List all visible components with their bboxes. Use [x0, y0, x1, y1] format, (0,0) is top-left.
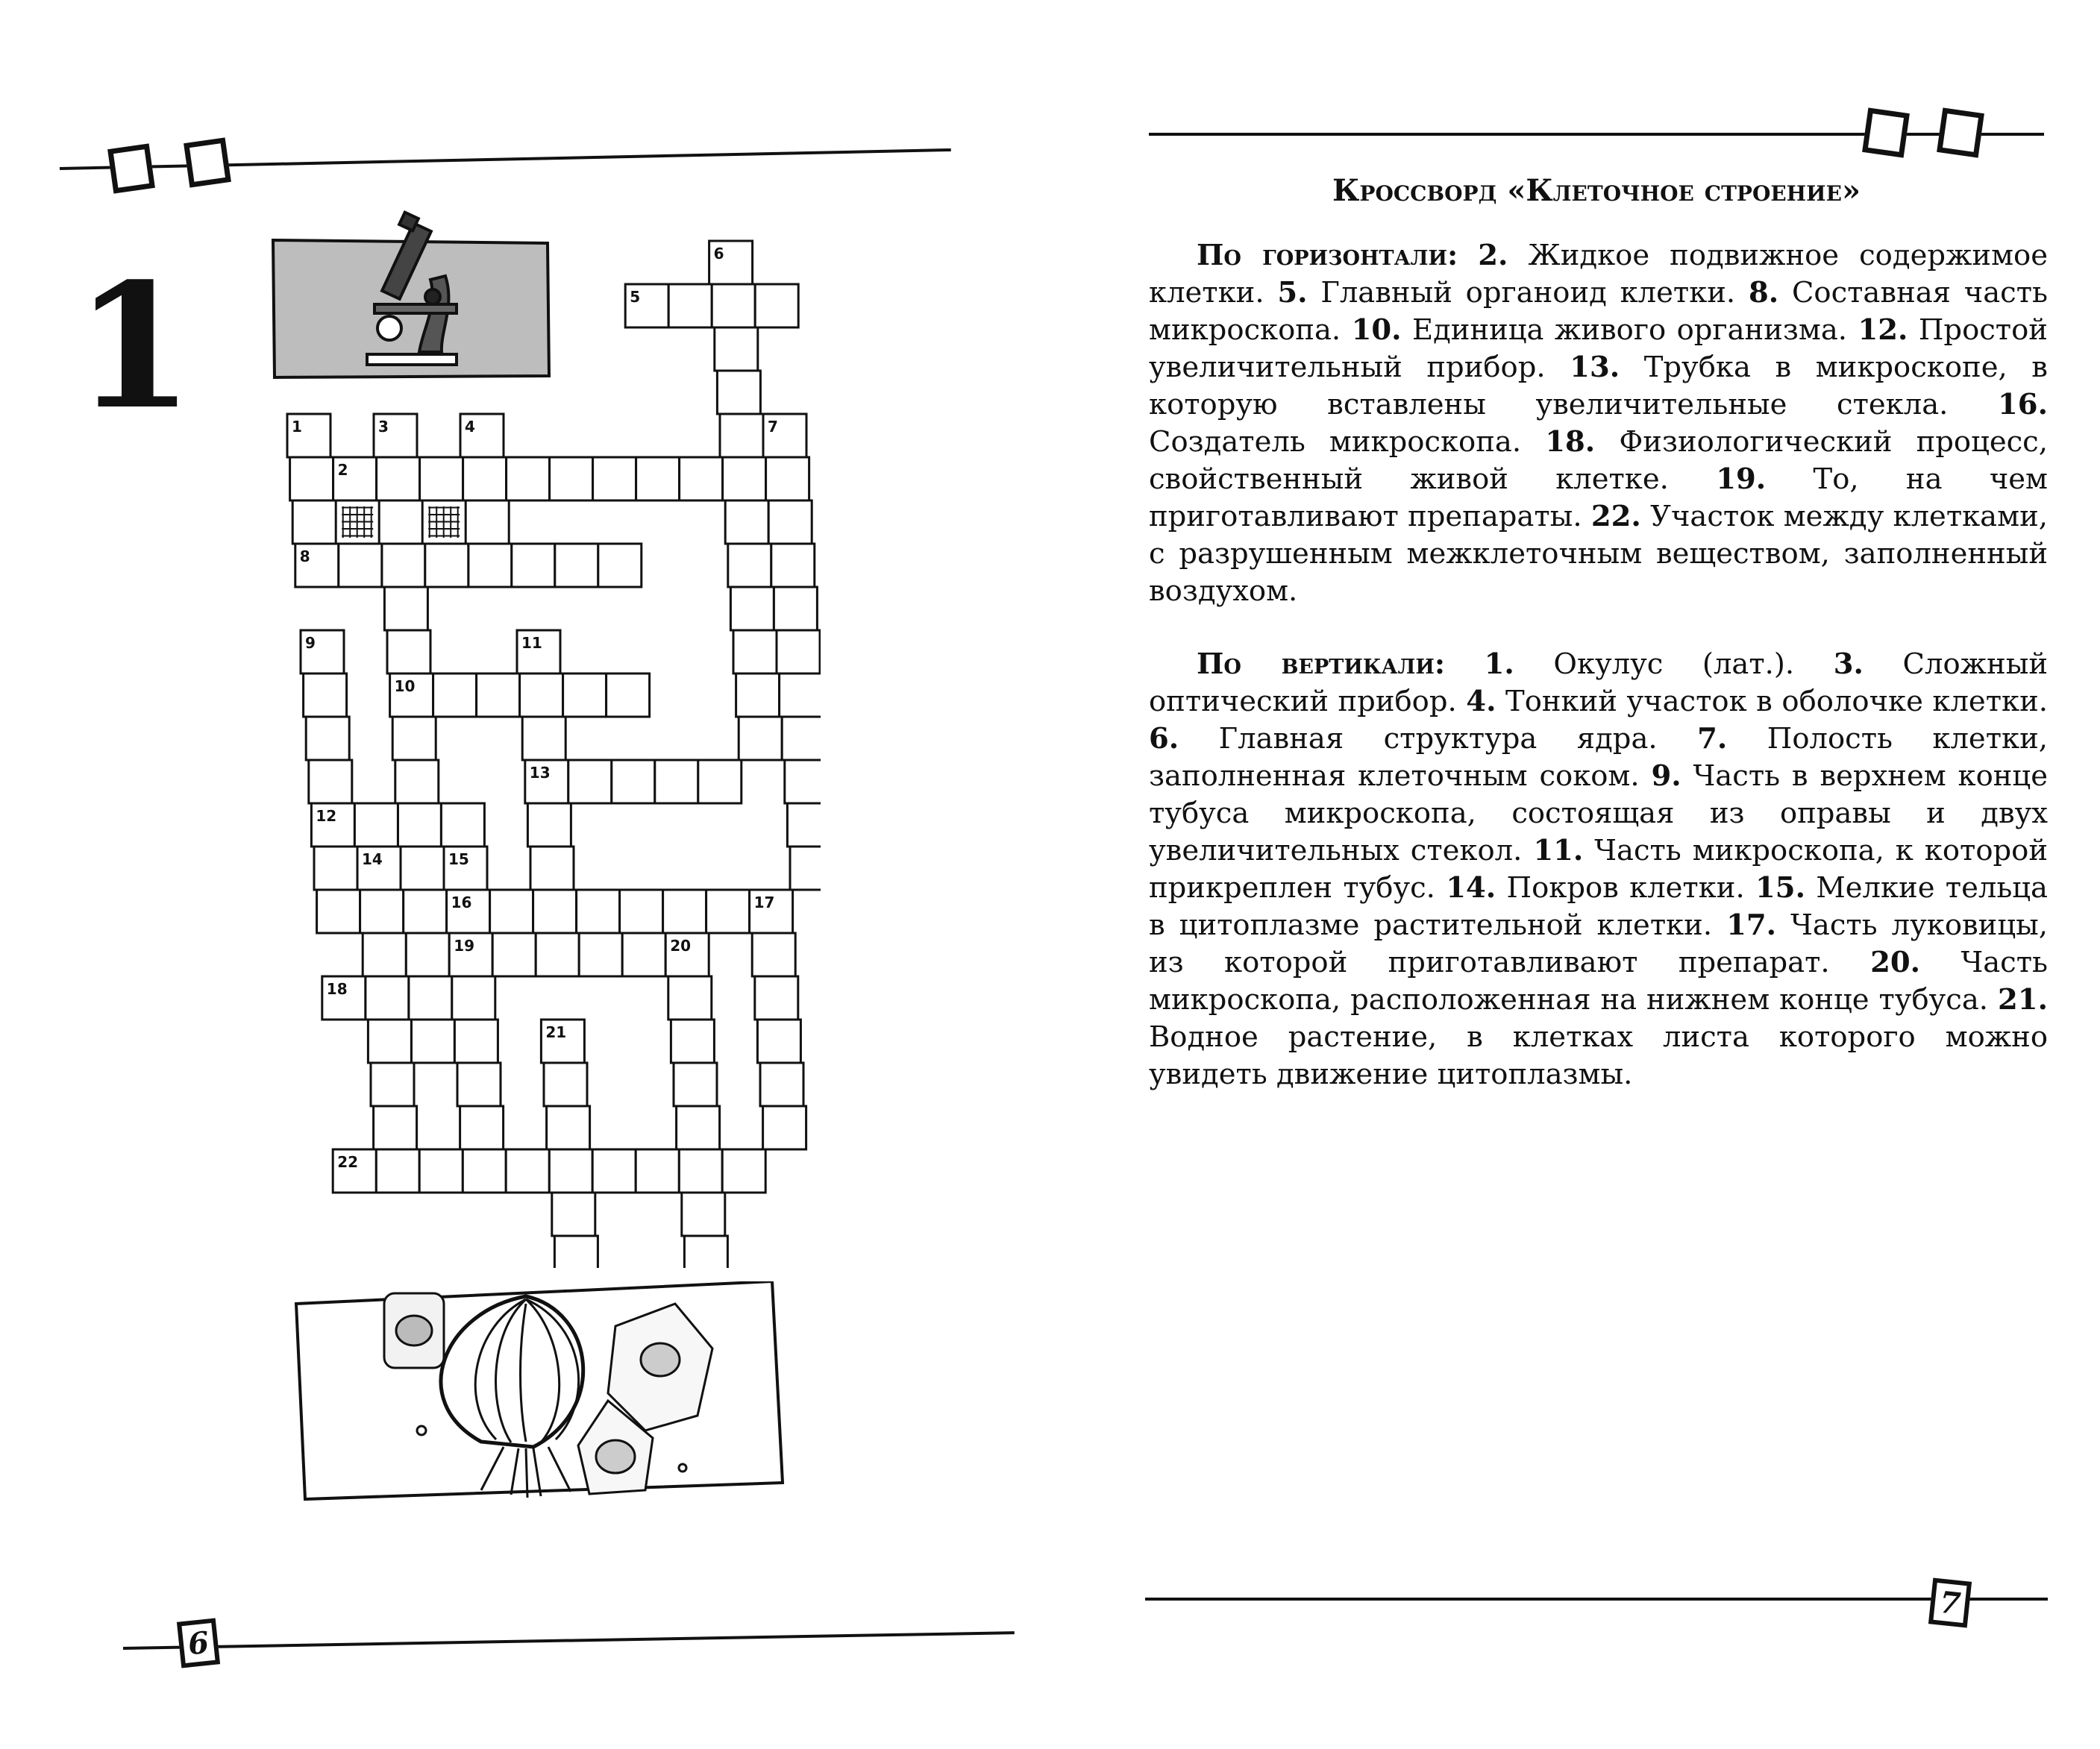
deco-box-right-1 [1862, 107, 1910, 157]
crossword-cell[interactable] [636, 1149, 679, 1193]
page-number-left: 6 [177, 1618, 220, 1668]
crossword-cell[interactable] [552, 1193, 595, 1236]
crossword-cell[interactable] [777, 630, 820, 673]
down-clue-text: Сложный оптический прибор. [1149, 647, 2049, 718]
crossword-cell[interactable] [411, 1020, 454, 1063]
crossword-cell[interactable] [433, 673, 477, 717]
crossword-cell[interactable] [371, 1063, 414, 1106]
crossword-cell[interactable] [460, 1106, 504, 1149]
crossword-number: 5 [630, 288, 641, 306]
crossword-cell[interactable] [550, 457, 593, 500]
crossword-cell[interactable] [366, 976, 409, 1020]
crossword-cell[interactable] [314, 847, 357, 890]
crossword-cell[interactable] [636, 457, 680, 500]
crossword-number: 7 [768, 418, 778, 436]
across-clue-number: 5. [1277, 276, 1308, 310]
crossword-cell[interactable] [520, 673, 563, 717]
crossword-number: 19 [454, 937, 475, 955]
across-clue-number: 13. [1570, 351, 1620, 384]
crossword-cell[interactable] [674, 1063, 717, 1106]
crossword-cell[interactable] [780, 673, 821, 717]
crossword-cell[interactable] [620, 890, 663, 933]
crossword-cell[interactable] [612, 760, 655, 803]
down-clue-text: Покров клетки. [1506, 871, 1745, 905]
crossword-cell[interactable] [682, 1193, 725, 1236]
crossword-cell[interactable] [592, 1149, 636, 1193]
onion-and-cells-illustration [295, 1281, 794, 1505]
crossword-cell[interactable] [668, 284, 712, 327]
down-clue-text: Мелкие тельца в цитоплазме растительной клетки. [1149, 871, 2048, 942]
crossword-cell[interactable] [392, 717, 436, 760]
across-clue-text: Трубка в микроскопе, в которую вставлены увеличительные стекла. [1149, 351, 2048, 421]
down-clue-text: Водное растение, в клетках листа которого можно увидеть движение цитоплазмы. [1149, 1020, 2048, 1091]
crossword-cell[interactable] [679, 1149, 722, 1193]
down-clue-text: Окулус (лат.). [1553, 647, 1795, 681]
down-clue-number: 4. [1466, 685, 1496, 718]
crossword-number: 22 [337, 1153, 359, 1171]
crossword-number: 10 [394, 677, 416, 695]
crossword-cell[interactable] [774, 587, 817, 630]
crossword-cell[interactable] [752, 933, 795, 976]
across-clue-text: Физиологический процесс, свойственный живой клетке. [1149, 425, 2048, 496]
crossword-cell[interactable] [766, 457, 809, 500]
crossword-cell[interactable] [304, 673, 347, 717]
across-clues [1149, 237, 2048, 610]
crossword-cell[interactable] [717, 371, 760, 414]
crossword-cell[interactable] [684, 1236, 727, 1268]
crossword-cell[interactable] [290, 457, 333, 500]
crossword-cell[interactable] [466, 500, 509, 544]
crossword-cell[interactable] [785, 760, 821, 803]
across-clue-text: То, на чем приготавливают препараты. [1149, 462, 2049, 533]
down-clue-number: 20. [1870, 946, 1921, 979]
down-clue-text: Часть микроскопа, к которой прикреплен тубус. [1149, 834, 2048, 905]
crossword-grid [0, 0, 821, 1268]
across-clue-number: 19. [1716, 462, 1767, 496]
crossword-number: 20 [670, 937, 692, 955]
across-clue-number: 2. [1478, 239, 1508, 272]
across-clue-number: 12. [1858, 313, 1908, 347]
top-rule-right [1149, 133, 2044, 136]
across-clue-number: 16. [1998, 388, 2048, 421]
crossword-cell[interactable] [530, 847, 574, 890]
down-clue-text: Часть микроскопа, расположенная на нижнем конце тубуса. [1149, 946, 2048, 1017]
down-clue-number: 11. [1533, 834, 1584, 867]
bottom-rule-right [1145, 1598, 2048, 1601]
crossword-cell[interactable] [382, 544, 425, 587]
crossword-number: 6 [713, 245, 724, 263]
across-clue-number: 8. [1748, 276, 1779, 310]
crossword-cell[interactable] [677, 1106, 720, 1149]
down-clue-number: 9. [1651, 759, 1681, 793]
crossword-cell[interactable] [771, 544, 815, 587]
crossword-cell[interactable] [522, 717, 565, 760]
crossword-cell[interactable] [715, 327, 758, 371]
crossword-cell[interactable] [368, 1020, 411, 1063]
crossword-number: 1 [292, 418, 302, 436]
crossword-cell[interactable] [733, 630, 777, 673]
down-clue-number: 1. [1484, 647, 1514, 681]
crossword-cell[interactable] [395, 760, 439, 803]
crossword-cell[interactable] [698, 760, 742, 803]
crossword-number: 15 [448, 850, 469, 868]
crossword-cell[interactable] [463, 1149, 506, 1193]
crossword-cell[interactable] [457, 1063, 501, 1106]
across-clue-text: Создатель микроскопа. [1149, 425, 1522, 459]
crossword-cell[interactable] [593, 457, 636, 500]
crossword-cell[interactable] [763, 1106, 806, 1149]
crossword-cell[interactable] [760, 1063, 803, 1106]
crossword-title [1149, 173, 2044, 208]
crossword-cell[interactable] [463, 457, 507, 500]
crossword-number: 18 [326, 980, 348, 998]
crossword-cell[interactable] [309, 760, 352, 803]
crossword-cell[interactable] [292, 500, 336, 544]
bottom-rule-left [123, 1631, 1015, 1650]
crossword-number: 3 [378, 418, 389, 436]
crossword-cell[interactable] [533, 890, 577, 933]
across-clue-number: 22. [1590, 500, 1641, 533]
crossword-cell[interactable] [317, 890, 360, 933]
crossword-cell[interactable] [387, 630, 430, 673]
across-clue-text: Единица живого организма. [1411, 313, 1848, 347]
crossword-cell[interactable] [739, 717, 782, 760]
crossword-cell[interactable] [728, 544, 771, 587]
across-clue-number: 10. [1351, 313, 1402, 347]
crossword-cell[interactable] [736, 673, 780, 717]
crossword-cell[interactable] [607, 673, 650, 717]
crossword-cell[interactable] [549, 1149, 592, 1193]
crossword-number: 11 [521, 634, 542, 652]
crossword-cell[interactable] [655, 760, 698, 803]
crossword-cell[interactable] [419, 1149, 463, 1193]
crossword-cell[interactable] [379, 500, 422, 544]
crossword-cell[interactable] [544, 1063, 587, 1106]
crossword-cell[interactable] [527, 803, 571, 847]
crossword-cell[interactable] [757, 1020, 800, 1063]
crossword-number: 12 [316, 807, 337, 825]
crossword-number: 2 [337, 461, 348, 479]
crossword-cell[interactable] [720, 414, 763, 457]
crossword-cell[interactable] [568, 760, 612, 803]
crossword-cell[interactable] [398, 803, 441, 847]
crossword-cell[interactable] [512, 544, 555, 587]
crossword-cell[interactable] [680, 457, 723, 500]
deco-box-right-2 [1937, 107, 1984, 157]
crossword-cell[interactable] [441, 803, 484, 847]
crossword-cell[interactable] [477, 673, 520, 717]
crossword-cell[interactable] [671, 1020, 714, 1063]
crossword-cell[interactable] [401, 847, 444, 890]
down-clue-number: 3. [1833, 647, 1864, 681]
down-clue-number: 7. [1697, 722, 1728, 756]
crossword-cell[interactable] [384, 587, 427, 630]
crossword-cell[interactable] [579, 933, 622, 976]
across-clue-text: Участок между клетками, с разрушенным межклеточным веществом, заполненный воздухом. [1149, 500, 2048, 608]
down-clue-text: Главная структура ядра. [1218, 722, 1658, 756]
crossword-cell[interactable] [547, 1106, 590, 1149]
crossword-cell[interactable] [663, 890, 706, 933]
crossword-cell[interactable] [768, 500, 812, 544]
crossword-cell[interactable] [577, 890, 620, 933]
crossword-cell[interactable] [598, 544, 642, 587]
down-clues [1149, 646, 2048, 1093]
down-clue-text: Тонкий участок в оболочке клетки. [1505, 685, 2048, 718]
crossword-cell[interactable] [492, 933, 536, 976]
down-clue-number: 14. [1446, 871, 1496, 905]
down-clue-text: Часть в верхнем конце тубуса микроскопа, состоящая из оправы и двух увеличительных стекол. [1149, 759, 2048, 867]
crossword-cell[interactable] [536, 933, 579, 976]
crossword-cell[interactable] [406, 933, 449, 976]
crossword-cell[interactable] [706, 890, 750, 933]
across-clue-text: Составная часть микроскопа. [1149, 276, 2048, 347]
across-clue-text: Жидкое подвижное содержимое клетки. [1149, 239, 2048, 310]
crossword-cell[interactable] [730, 587, 774, 630]
crossword-cell[interactable] [712, 284, 755, 327]
crossword-cell[interactable] [723, 457, 766, 500]
crossword-number: 16 [451, 894, 472, 911]
down-clue-number: 15. [1755, 871, 1805, 905]
crossword-number: 13 [529, 764, 551, 782]
crossword-cell[interactable] [452, 976, 495, 1020]
crossword-number: 9 [305, 634, 316, 652]
crossword-cell[interactable] [554, 1236, 598, 1268]
crossword-cell[interactable] [306, 717, 349, 760]
down-clue-number: 17. [1726, 908, 1777, 942]
crossword-cell[interactable] [404, 890, 447, 933]
crossword-cell[interactable] [360, 890, 404, 933]
crossword-number: 14 [362, 850, 383, 868]
down-clue-number: 21. [1998, 983, 2048, 1017]
crossword-number: 17 [753, 894, 775, 911]
crossword-cell[interactable] [454, 1020, 498, 1063]
crossword-cell[interactable] [725, 500, 768, 544]
crossword-number: 8 [299, 547, 310, 565]
across-clue-number: 18. [1545, 425, 1596, 459]
crossword-cell[interactable] [555, 544, 598, 587]
across-clue-text: Простой увеличительный прибор. [1149, 313, 2048, 384]
crossword-cell[interactable] [377, 457, 420, 500]
crossword-cell[interactable] [339, 544, 382, 587]
crossword-cell[interactable] [363, 933, 406, 976]
crossword-title-text: Кроссворд «Клеточное строение» [1332, 173, 1861, 208]
crossword-cell[interactable] [354, 803, 398, 847]
crossword-number: 4 [465, 418, 475, 436]
crossword-number: 21 [545, 1023, 567, 1041]
crossword-cell[interactable] [409, 976, 452, 1020]
crossword-cell[interactable] [755, 284, 798, 327]
crossword-cell[interactable] [506, 1149, 549, 1193]
crossword-cell[interactable] [782, 717, 821, 760]
crossword-cell[interactable] [668, 976, 712, 1020]
down-clue-text: Часть луковицы, из которой приготавливают препарат. [1149, 908, 2048, 979]
crossword-cell[interactable] [722, 1149, 765, 1193]
down-clue-number: 6. [1149, 722, 1179, 756]
crossword-cell[interactable] [425, 544, 468, 587]
crossword-cell[interactable] [468, 544, 512, 587]
crossword-cell[interactable] [755, 976, 798, 1020]
crossword-cell[interactable] [787, 803, 821, 847]
crossword-cell[interactable] [790, 847, 821, 890]
section-number: 1 [75, 246, 195, 448]
crossword-cell[interactable] [376, 1149, 419, 1193]
across-clue-text: Главный органоид клетки. [1320, 276, 1736, 310]
crossword-cell[interactable] [374, 1106, 417, 1149]
down-heading: По вертикали: [1197, 647, 1446, 681]
crossword-cell[interactable] [490, 890, 533, 933]
across-heading: По горизонтали: [1197, 239, 1458, 272]
crossword-cell[interactable] [563, 673, 607, 717]
crossword-cell[interactable] [507, 457, 550, 500]
crossword-cell[interactable] [420, 457, 463, 500]
page-number-right: 7 [1928, 1577, 1972, 1627]
crossword-cell[interactable] [622, 933, 665, 976]
down-clue-text: Полость клетки, заполненная клеточным соком. [1149, 722, 2048, 793]
